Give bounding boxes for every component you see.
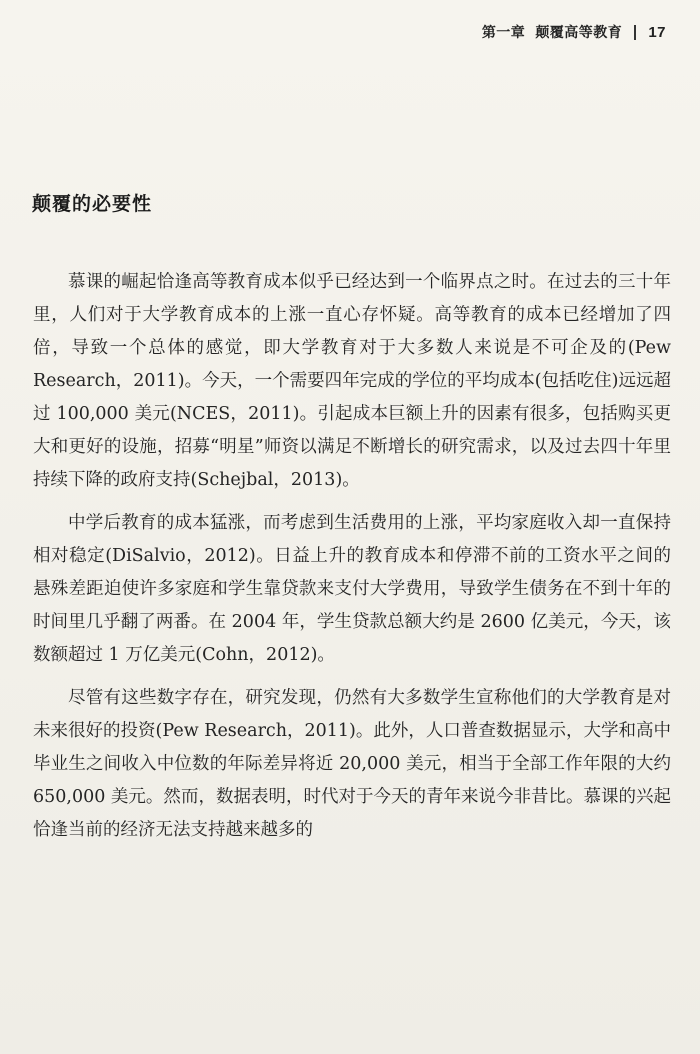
- running-header: [482, 22, 666, 42]
- page-number: 17: [648, 23, 666, 41]
- paragraph-1: 慕课的崛起恰逢高等教育成本似乎已经达到一个临界点之时。在过去的三十年里，人们对于大学教育成本的上涨一直心存怀疑。高等教育的成本已经增加了四倍，导致一个总体的感觉，即大学教育对于大多数人来说是不可企及的(Pew Research，2011)。今天，一个需要四年完成的学位的平均成本(包括吃住)远远超过 100,000 美元(NCES，2011)。引起成本巨额上升的因素有很多，包括购买更大和更好的设施，招募“明星”师资以满足不断增长的研究需求，以及过去四十年里持续下降的政府支持(Schejbal，2013)。: [33, 272, 671, 490]
- paragraph-3: 尽管有这些数字存在，研究发现，仍然有大多数学生宣称他们的大学教育是对未来很好的投资(Pew Research，2011)。此外，人口普查数据显示，大学和高中毕业生之间收入中位数的年际差异将近 20,000 美元，相当于全部工作年限的大约 650,000 美元。然而，数据表明，时代对于今天的青年来说今非昔比。慕课的兴起恰逢当前的经济无法支持越来越多的: [33, 688, 671, 840]
- section-heading: 颠覆的必要性: [32, 193, 153, 215]
- chapter-title: 颠覆高等教育: [535, 25, 623, 41]
- body-text: [33, 266, 671, 857]
- paragraph-2: 中学后教育的成本猛涨，而考虑到生活费用的上涨，平均家庭收入却一直保持相对稳定(DiSalvio，2012)。日益上升的教育成本和停滞不前的工资水平之间的悬殊差距迫使许多家庭和学生靠贷款来支付大学费用，导致学生债务在不到十年的时间里几乎翻了两番。在 2004 年，学生贷款总额大约是 2600 亿美元，今天，该数额超过 1 万亿美元(Cohn，2012)。: [33, 513, 671, 665]
- chapter-number: 第一章: [481, 25, 526, 41]
- header-divider: [634, 25, 636, 40]
